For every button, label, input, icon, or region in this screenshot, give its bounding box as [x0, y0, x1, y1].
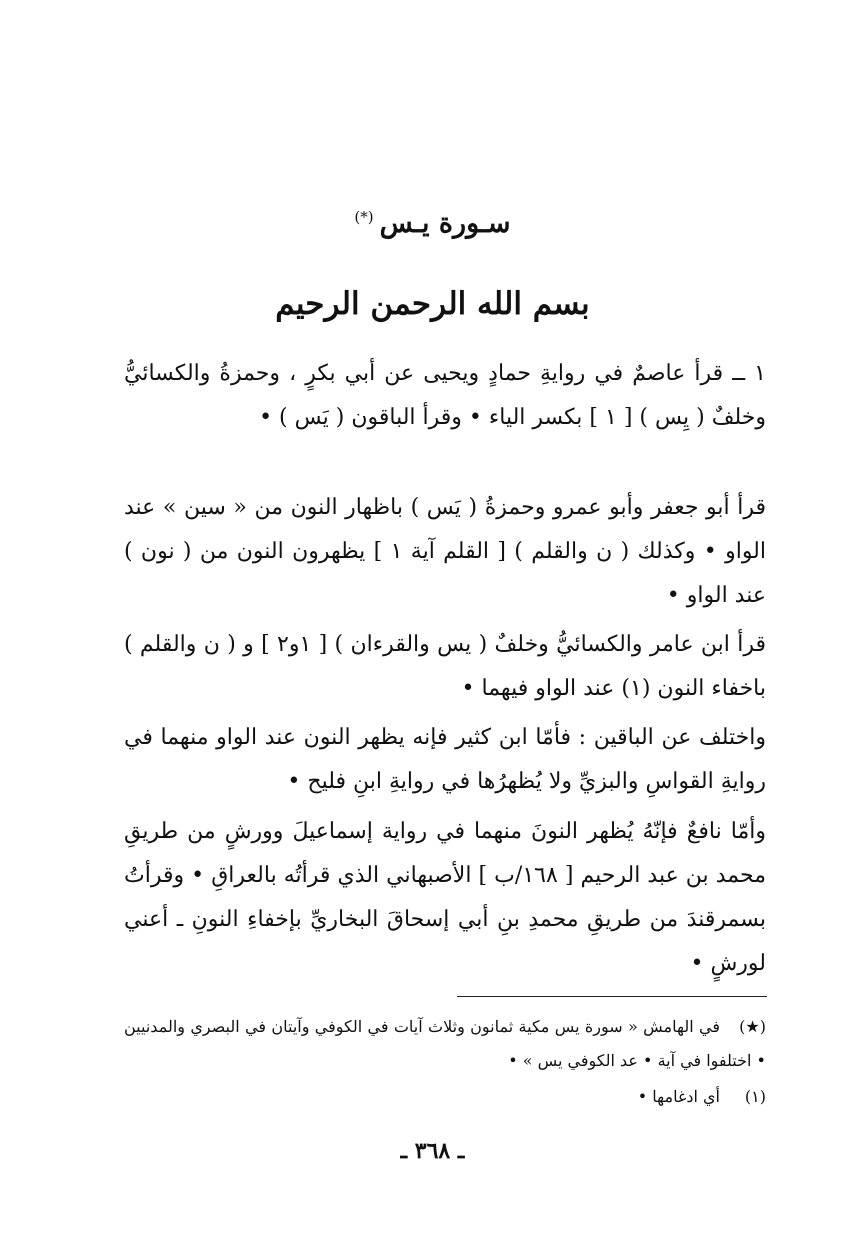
- footnote-star-marker: (★): [739, 1017, 766, 1036]
- surah-title-text: سـورة يـس: [379, 208, 511, 239]
- paragraph-4: واختلف عن الباقين : فأمّا ابن كثير فإنه يظهر النون عند الواو منهما في روايةِ القواسِ والبزيِّ ولا يُظهرُها في روايةِ ابنِ فليح •: [124, 725, 766, 794]
- surah-title-footnote-mark: (*): [354, 208, 374, 226]
- footnote-star-text: في الهامش « سورة يس مكية ثمانون وثلاث آيات في الكوفي وآيتان في البصري والمدنيين • اختلفوا في آية • عد الكوفي يس » •: [124, 1017, 766, 1070]
- paragraph-1: ١ ــ قرأ عاصمٌ في روايةِ حمادٍ ويحيى عن أبي بكرٍ ، وحمزةُ والكسائيُّ وخلفٌ ( يِس ) [ ١ ] بكسر الياء • وقرأ الباقون ( يَس ) •: [124, 361, 766, 430]
- paragraph-3: قرأ ابن عامر والكسائيُّ وخلفٌ ( يس والقرءان ) [ ١و٢ ] و ( ن والقلم ) باخفاء النون (١) عند الواو فيهما •: [124, 632, 766, 701]
- footnote-one: [124, 1080, 766, 1114]
- page-number: ـ ٣٦٨ ـ: [400, 1138, 465, 1164]
- surah-title: [0, 208, 865, 239]
- footnote-one-text: أي ادغامها •: [637, 1087, 720, 1106]
- paragraph-2: قرأ أبو جعفر وأبو عمرو وحمزةُ ( يَس ) باظهار النون من « سين » عند الواو • وكذلك ( ن والقلم ) [ القلم آية ١ ] يظهرون النون من ( نون ) عند الواو •: [124, 495, 767, 608]
- footnote-divider: [457, 996, 767, 997]
- basmala: بسم الله الرحمن الرحيم: [275, 286, 590, 322]
- paragraph-5: وأمّا نافعٌ فإنّهُ يُظهر النونَ منهما في رواية إسماعيلَ وورشٍ من طريقِ محمد بن عبد الرحيم [ ١٦٨/ب ] الأصبهاني الذي قرأتُه بالعراقِ • وقرأتُ بسمرقندَ من طريقِ محمدِ بنِ أبي إسحاقَ البخاريِّ بإخفاءِ النونِ ـ أعني لورشٍ •: [124, 819, 766, 976]
- footnote-star: [124, 1010, 766, 1078]
- footnote-one-marker: (١): [744, 1087, 766, 1106]
